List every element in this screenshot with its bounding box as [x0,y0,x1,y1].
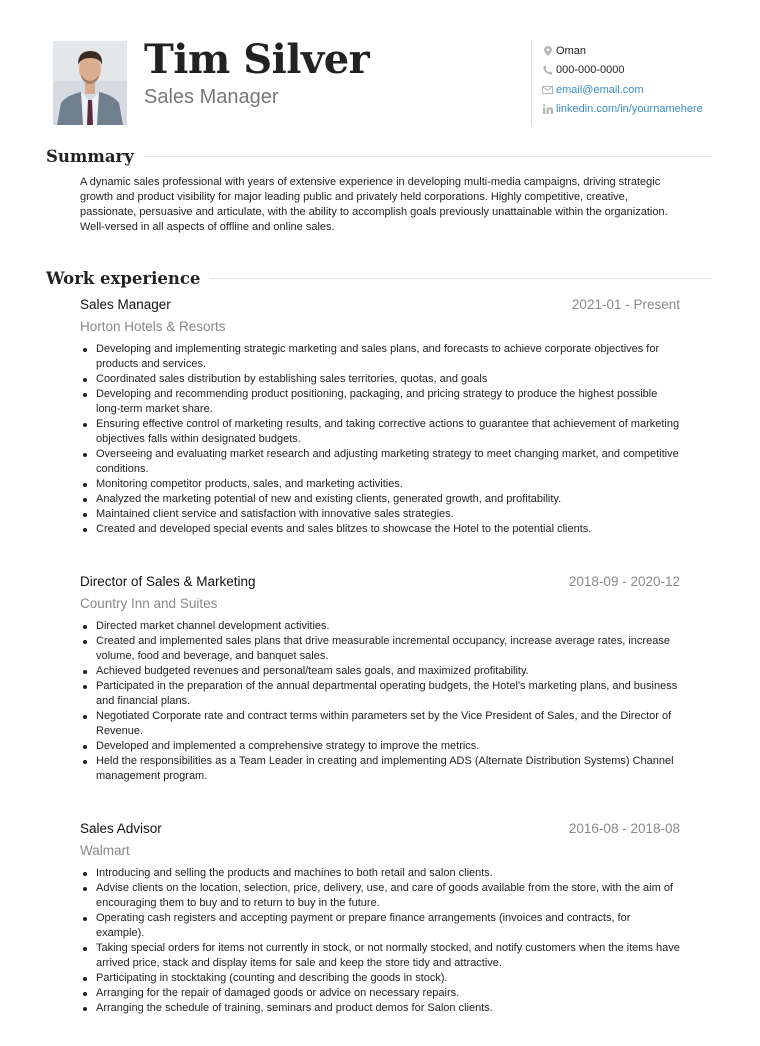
job-title: Sales Advisor [80,821,162,836]
job-company: Walmart [80,843,130,858]
bullet-item: Analyzed the marketing potential of new and existing clients, generated growth, and profitability. [96,492,680,507]
job-company: Country Inn and Suites [80,596,218,611]
location-pin-icon [540,46,555,56]
profile-photo [53,41,127,125]
job-bullets [80,342,680,537]
bullet-item: Arranging for the repair of damaged goods or advice on necessary repairs. [96,986,680,1001]
job-bullets [80,619,680,784]
summary-text: A dynamic sales professional with years of extensive experience in developing multi-media campaigns, driving strategic growth and product visibility for major leading public and privately held corporations. Highly competitive, creative, passionate, persuasive and articulate, with the ability to accomplish goals previously unattainable within the organization. Well-versed in all aspects of offline and online sales. [80,176,668,233]
bullet-item: Introducing and selling the products and machines to both retail and salon clients. [96,866,680,881]
bullet-item: Created and implemented sales plans that drive measurable incremental occupancy, increase average rates, increase volume, food and beverage, and banquet sales. [96,634,680,664]
summary-section-header [46,144,712,168]
bullet-item: Held the responsibilities as a Team Leader in creating and implementing ADS (Alternate Distribution Systems) Channel management program. [96,754,680,784]
bullet-item: Developing and recommending product positioning, packaging, and pricing strategy to produce the highest possible long-term market share. [96,387,680,417]
bullet-item: Arranging the schedule of training, seminars and product demos for Salon clients. [96,1001,680,1016]
job-bullets [80,866,680,1016]
bullet-item: Taking special orders for items not currently in stock, or not normally stocked, and notify customers when the items have arrived price, stack and display items for sale and keep the store tidy and attractive. [96,942,680,969]
candidate-name: Tim Silver [144,36,370,83]
job-dates: 2016-08 - 2018-08 [568,821,680,836]
bullet-item: Created and developed special events and sales blitzes to showcase the Hotel to the potential clients. [96,522,680,537]
bullet-item: Directed market channel development activities. [96,619,680,634]
header-divider [531,40,532,126]
bullet-item: Operating cash registers and accepting payment or prepare finance arrangements (invoices and contracts, for example). [96,911,680,941]
bullet-item: Overseeing and evaluating market research and adjusting marketing strategy to meet changing market, and competitive conditions. [96,448,679,475]
bullet-item: Developing and implementing strategic marketing and sales plans, and forecasts to achieve corporate objectives for products and services. [96,342,680,372]
contact-email[interactable] [540,80,755,100]
job-entry [80,297,680,537]
job-company: Horton Hotels & Resorts [80,319,226,334]
summary-heading: Summary [46,146,134,166]
job-dates: 2021-01 - Present [571,297,680,312]
candidate-title: Sales Manager [144,86,279,108]
job-dates: 2018-09 - 2020-12 [568,574,680,589]
phone-icon [540,65,555,75]
bullet-item: Maintained client service and satisfaction with innovative sales strategies. [96,507,680,522]
profile-photo-illustration [53,41,127,125]
envelope-icon [540,86,555,94]
contact-phone [540,61,755,81]
contact-location-text: Oman [556,44,586,57]
job-title: Director of Sales & Marketing [80,574,256,589]
section-rule [210,278,712,279]
job-entry [80,574,680,784]
bullet-item: Coordinated sales distribution by establishing sales territories, quotas, and goals [96,372,680,387]
experience-heading: Work experience [46,268,201,288]
bullet-item: Negotiated Corporate rate and contract terms within parameters set by the Vice President of Sales, and the Director of Revenue. [96,709,680,739]
linkedin-icon [540,104,555,114]
resume-header [0,0,760,140]
job-title: Sales Manager [80,297,171,312]
bullet-item: Advise clients on the location, selection, price, delivery, use, and care of goods available from the store, with the aim of encouraging them to buy and to return to buy in the future. [96,881,680,911]
contact-linkedin[interactable] [540,100,755,120]
job-entry [80,821,680,1016]
contact-location [540,41,755,61]
bullet-item: Participated in the preparation of the annual departmental operating budgets, the Hotel's marketing plans, and business and financial plans. [96,679,680,709]
bullet-item: Participating in stocktaking (counting and describing the goods in stock). [96,971,680,986]
experience-section-header [46,266,712,290]
contact-phone-text: 000-000-0000 [556,64,625,77]
contact-email-link[interactable]: email@email.com [556,83,644,96]
bullet-item: Ensuring effective control of marketing results, and taking corrective actions to guarantee that achievement of marketing objectives falls within designated budgets. [96,418,680,445]
contact-list [540,41,755,119]
bullet-item: Monitoring competitor products, sales, and marketing activities. [96,477,680,492]
bullet-item: Achieved budgeted revenues and personal/team sales goals, and maximized profitability. [96,664,680,679]
section-rule [144,156,712,157]
bullet-item: Developed and implemented a comprehensive strategy to improve the metrics. [96,739,680,754]
contact-linkedin-link[interactable]: linkedin.com/in/yournamehere [556,103,703,116]
